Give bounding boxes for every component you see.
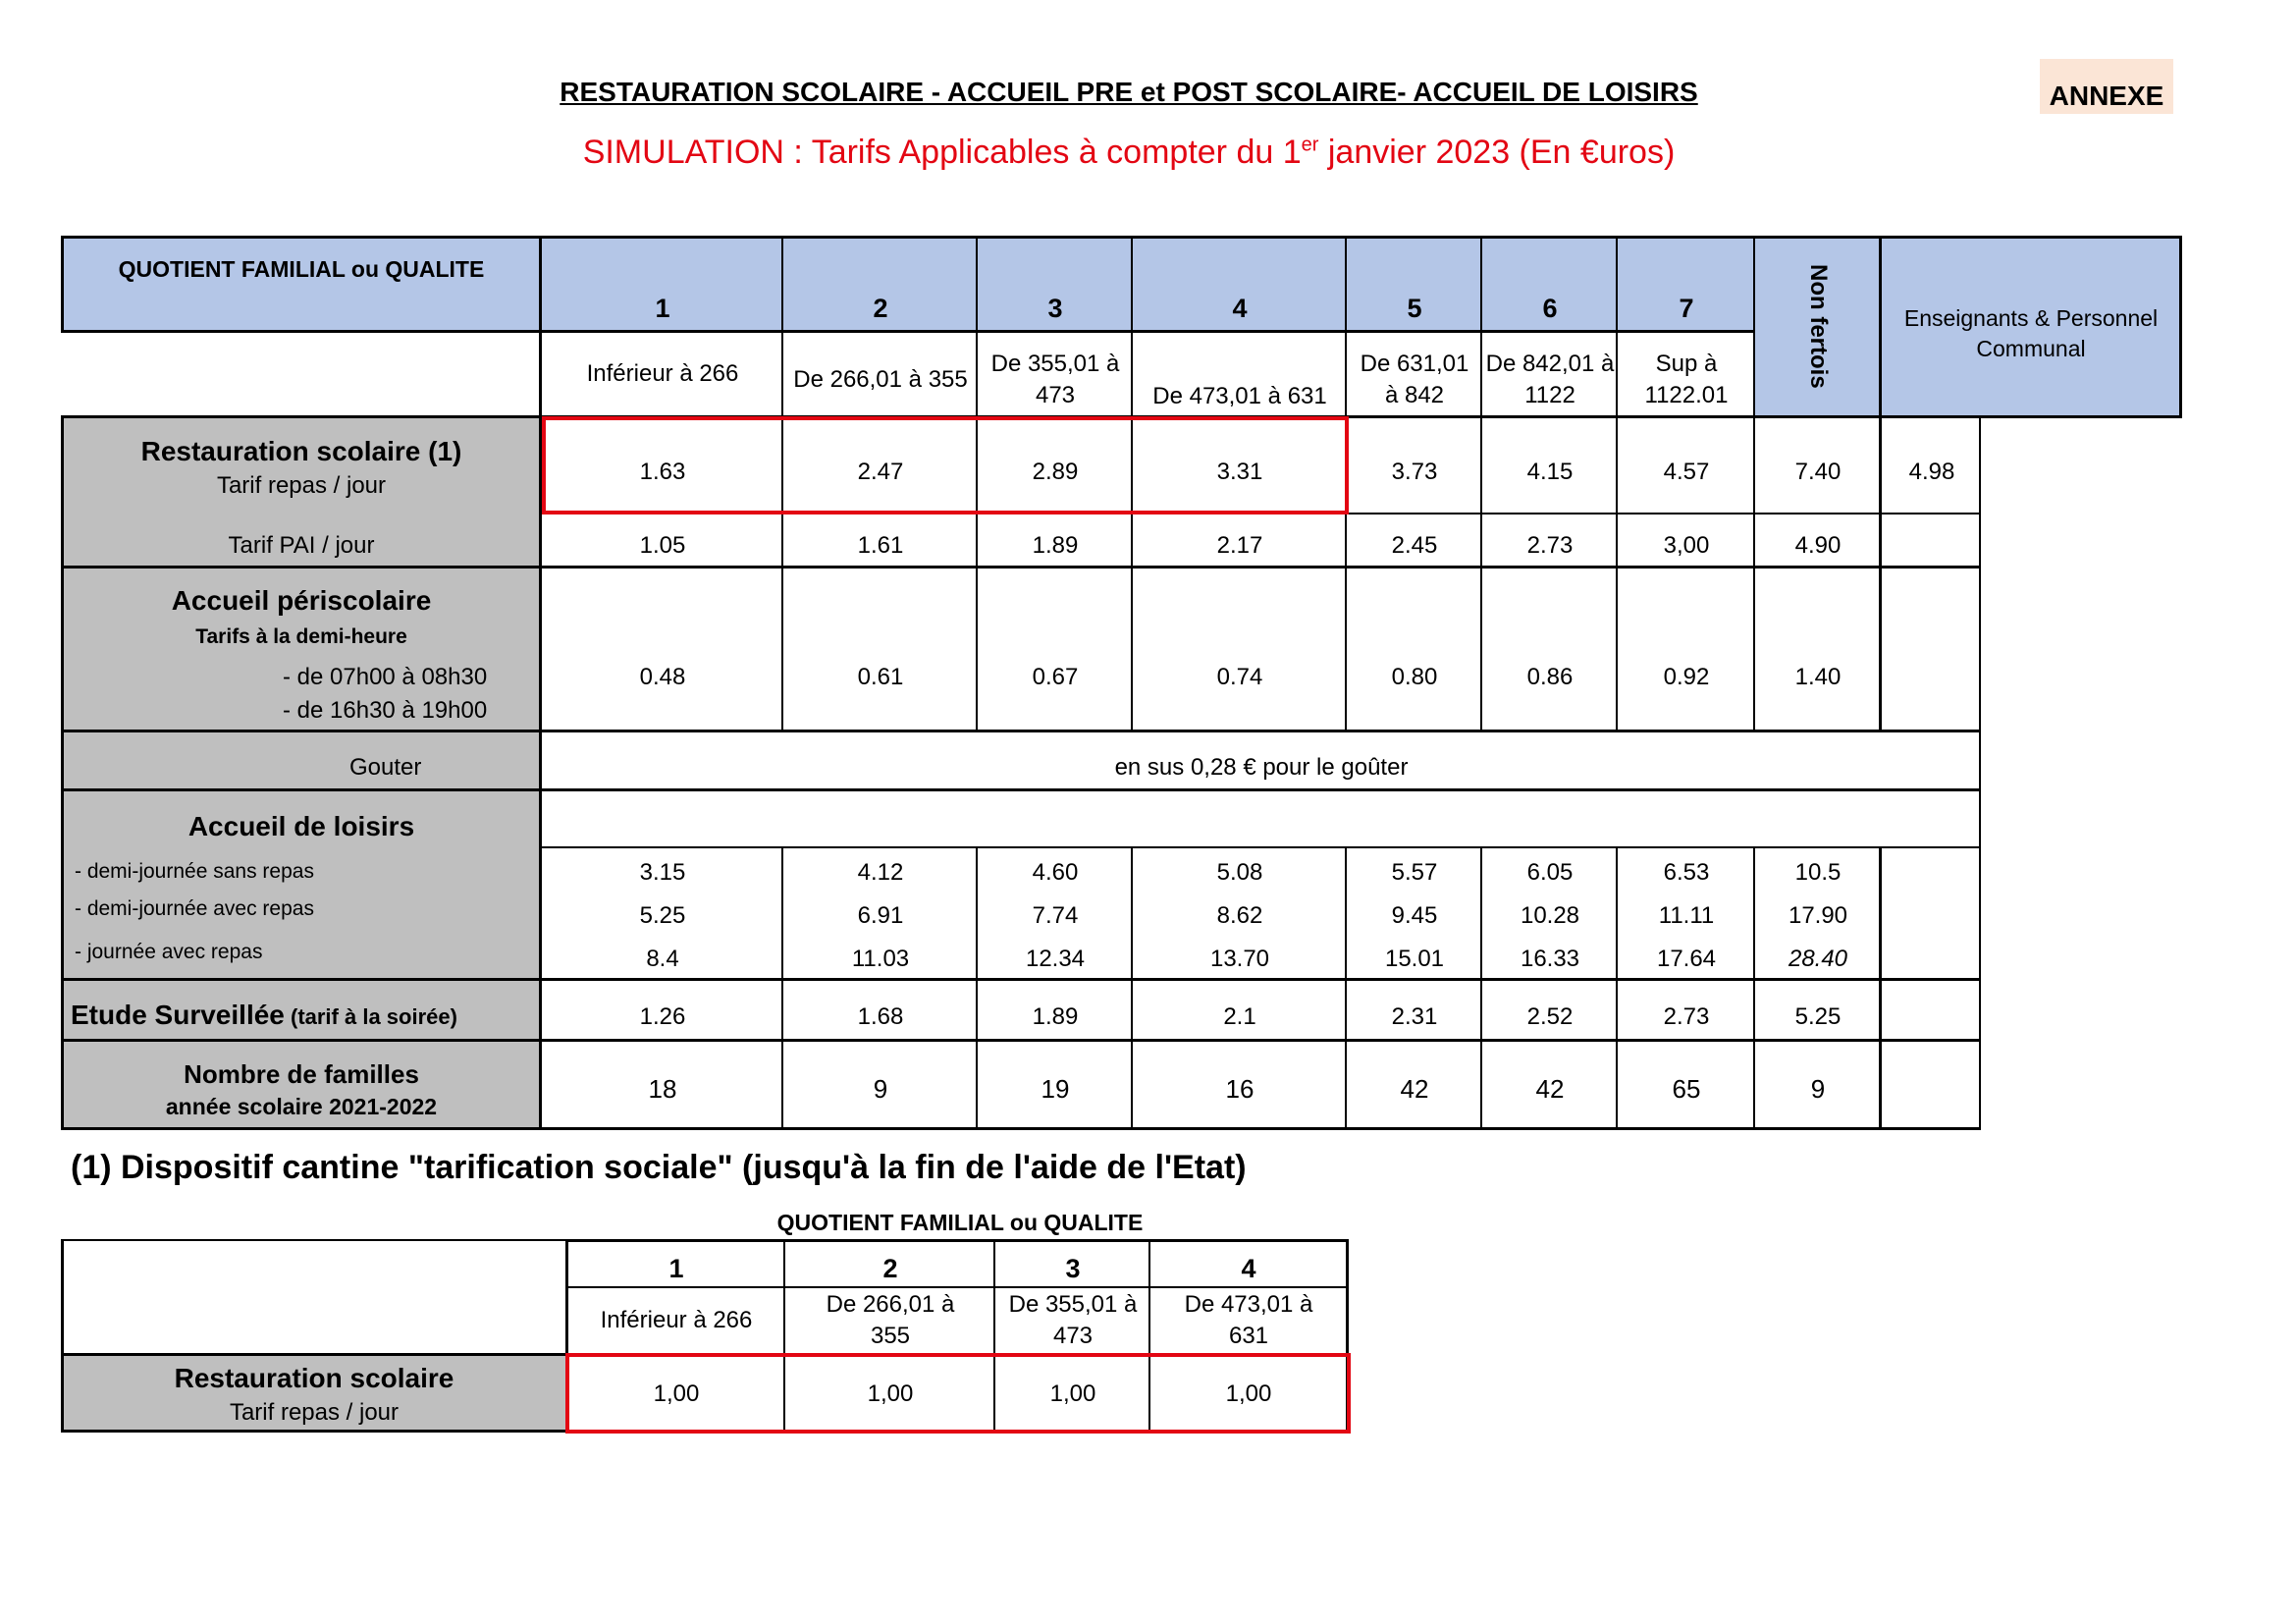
familles-value-4: 16 (1225, 1074, 1255, 1105)
loisirs-row-label-3: - journée avec repas (75, 941, 263, 963)
loisirs-r2-value-2: 6.91 (857, 901, 904, 929)
loisirs-r2-value-5: 9.45 (1391, 901, 1438, 929)
etude-value-non-fertois: 5.25 (1794, 1002, 1842, 1030)
restauration-value-7: 4.57 (1663, 458, 1710, 485)
familles-value-2: 9 (873, 1074, 888, 1105)
col-range-4: De 473,01 à 631 (1152, 382, 1327, 409)
pai-value-3: 1.89 (1032, 531, 1079, 559)
col-num-3: 3 (1047, 294, 1063, 324)
row-restauration-label: Restauration scolaire (1) Tarif repas / jour (140, 435, 462, 499)
pai-value-6: 2.73 (1526, 531, 1574, 559)
restauration-value-3: 2.89 (1032, 458, 1079, 485)
pai-value-2: 1.61 (857, 531, 904, 559)
etude-value-1: 1.26 (639, 1002, 686, 1030)
restauration-value-enseignants: 4.98 (1908, 458, 1955, 485)
social-col-range-4: De 473,01 à 631 (1184, 1290, 1313, 1349)
col-num-7: 7 (1679, 294, 1694, 324)
social-value-4: 1,00 (1225, 1380, 1272, 1407)
col-range-5: De 631,01 à 842 (1360, 350, 1469, 408)
pai-value-non-fertois: 4.90 (1794, 531, 1842, 559)
loisirs-r3-value-non-fertois: 28.40 (1788, 945, 1848, 972)
social-value-2: 1,00 (867, 1380, 914, 1407)
social-value-1: 1,00 (653, 1380, 700, 1407)
col-num-4: 4 (1232, 294, 1248, 324)
col-range-1: Inférieur à 266 (586, 359, 739, 387)
loisirs-r3-value-5: 15.01 (1384, 945, 1445, 972)
row-pai-label: Tarif PAI / jour (228, 531, 375, 559)
periscolaire-time-evening: - de 16h30 à 19h00 (283, 697, 488, 724)
periscolaire-title: Accueil périscolaire (171, 585, 432, 617)
loisirs-r1-value-5: 5.57 (1391, 858, 1438, 886)
pai-value-4: 2.17 (1216, 531, 1263, 559)
periscolaire-value-6: 0.86 (1526, 663, 1574, 690)
col-range-7: Sup à 1122.01 (1644, 350, 1729, 408)
periscolaire-time-morning: - de 07h00 à 08h30 (283, 664, 488, 690)
document-subtitle: SIMULATION : Tarifs Applicables à compter du 1er janvier 2023 (En €uros) (582, 134, 1676, 171)
social-table-header: QUOTIENT FAMILIAL ou QUALITE (776, 1210, 1144, 1235)
loisirs-r2-value-7: 11.11 (1658, 901, 1715, 929)
gouter-text: en sus 0,28 € pour le goûter (1114, 753, 1409, 781)
periscolaire-value-3: 0.67 (1032, 663, 1079, 690)
familles-value-3: 19 (1041, 1074, 1070, 1105)
social-row-label: Restauration scolaire Tarif repas / jour (174, 1362, 454, 1426)
loisirs-r1-value-4: 5.08 (1216, 858, 1263, 886)
periscolaire-subtitle: Tarifs à la demi-heure (195, 624, 407, 648)
restauration-value-6: 4.15 (1526, 458, 1574, 485)
periscolaire-value-non-fertois: 1.40 (1794, 663, 1842, 690)
pai-value-5: 2.45 (1391, 531, 1438, 559)
periscolaire-value-2: 0.61 (857, 663, 904, 690)
loisirs-r2-value-non-fertois: 17.90 (1788, 901, 1848, 929)
familles-label: Nombre de familles année scolaire 2021-2022 (165, 1058, 438, 1120)
gouter-label: Gouter (349, 754, 422, 781)
etude-value-7: 2.73 (1663, 1002, 1710, 1030)
social-col-range-1: Inférieur à 266 (600, 1306, 753, 1333)
social-col-num-3: 3 (1065, 1253, 1081, 1283)
loisirs-r3-value-6: 16.33 (1520, 945, 1580, 972)
restauration-value-non-fertois: 7.40 (1794, 458, 1842, 485)
social-col-num-2: 2 (882, 1253, 898, 1283)
etude-value-4: 2.1 (1223, 1002, 1256, 1030)
pai-value-7: 3,00 (1663, 531, 1710, 559)
loisirs-r2-value-3: 7.74 (1032, 901, 1079, 929)
periscolaire-value-4: 0.74 (1216, 663, 1263, 690)
familles-value-7: 65 (1672, 1074, 1701, 1105)
col-num-5: 5 (1407, 294, 1422, 324)
loisirs-r1-value-2: 4.12 (857, 858, 904, 886)
familles-value-1: 18 (648, 1074, 677, 1105)
col-non-fertois: Non fertois (1805, 263, 1833, 389)
periscolaire-value-7: 0.92 (1663, 663, 1710, 690)
familles-value-non-fertois: 9 (1810, 1074, 1826, 1105)
loisirs-r3-value-4: 13.70 (1209, 945, 1270, 972)
document-title: RESTAURATION SCOLAIRE - ACCUEIL PRE et POST SCOLAIRE- ACCUEIL DE LOISIRS (560, 77, 1698, 107)
loisirs-r1-value-6: 6.05 (1526, 858, 1574, 886)
restauration-value-5: 3.73 (1391, 458, 1438, 485)
loisirs-r3-value-3: 12.34 (1025, 945, 1086, 972)
restauration-value-2: 2.47 (857, 458, 904, 485)
loisirs-r3-value-2: 11.03 (851, 945, 910, 972)
loisirs-r3-value-1: 8.4 (646, 945, 679, 972)
etude-value-3: 1.89 (1032, 1002, 1079, 1030)
col-num-2: 2 (873, 294, 888, 324)
annexe-badge: ANNEXE (2040, 59, 2173, 114)
restauration-value-4: 3.31 (1216, 458, 1263, 485)
social-col-range-3: De 355,01 à 473 (1008, 1290, 1138, 1349)
footnote-social-tariff: (1) Dispositif cantine "tarification sociale" (jusqu'à la fin de l'aide de l'Etat) (71, 1149, 1247, 1186)
loisirs-r2-value-1: 5.25 (639, 901, 686, 929)
col-enseignants: Enseignants & Personnel Communal (1903, 304, 2159, 361)
periscolaire-value-5: 0.80 (1391, 663, 1438, 690)
social-col-num-4: 4 (1241, 1253, 1256, 1283)
pai-value-1: 1.05 (639, 531, 686, 559)
social-value-3: 1,00 (1049, 1380, 1096, 1407)
familles-value-5: 42 (1400, 1074, 1429, 1105)
restauration-value-1: 1.63 (639, 458, 686, 485)
col-range-3: De 355,01 à 473 (990, 350, 1120, 408)
etude-label: Etude Surveillée (tarif à la soirée) (71, 1000, 457, 1030)
loisirs-row-label-1: - demi-journée sans repas (75, 860, 314, 883)
familles-value-6: 42 (1535, 1074, 1565, 1105)
col-num-6: 6 (1542, 294, 1558, 324)
periscolaire-value-1: 0.48 (639, 663, 686, 690)
etude-value-2: 1.68 (857, 1002, 904, 1030)
loisirs-r3-value-7: 17.64 (1656, 945, 1717, 972)
highlight-box-social-tariff (542, 416, 1349, 514)
loisirs-row-label-2: - demi-journée avec repas (75, 897, 314, 920)
loisirs-title: Accueil de loisirs (187, 811, 415, 842)
etude-value-6: 2.52 (1526, 1002, 1574, 1030)
loisirs-r2-value-4: 8.62 (1216, 901, 1263, 929)
loisirs-r2-value-6: 10.28 (1520, 901, 1580, 929)
loisirs-r1-value-7: 6.53 (1663, 858, 1710, 886)
col-range-2: De 266,01 à 355 (793, 365, 968, 393)
loisirs-r1-value-1: 3.15 (639, 858, 686, 886)
highlight-box-social-values (565, 1353, 1351, 1434)
etude-value-5: 2.31 (1391, 1002, 1438, 1030)
loisirs-r1-value-3: 4.60 (1032, 858, 1079, 886)
corner-label: QUOTIENT FAMILIAL ou QUALITE (118, 256, 485, 283)
social-col-range-2: De 266,01 à 355 (826, 1290, 955, 1349)
col-num-1: 1 (655, 294, 670, 324)
col-range-6: De 842,01 à 1122 (1485, 350, 1615, 408)
loisirs-r1-value-non-fertois: 10.5 (1794, 858, 1842, 886)
social-col-num-1: 1 (668, 1253, 684, 1283)
